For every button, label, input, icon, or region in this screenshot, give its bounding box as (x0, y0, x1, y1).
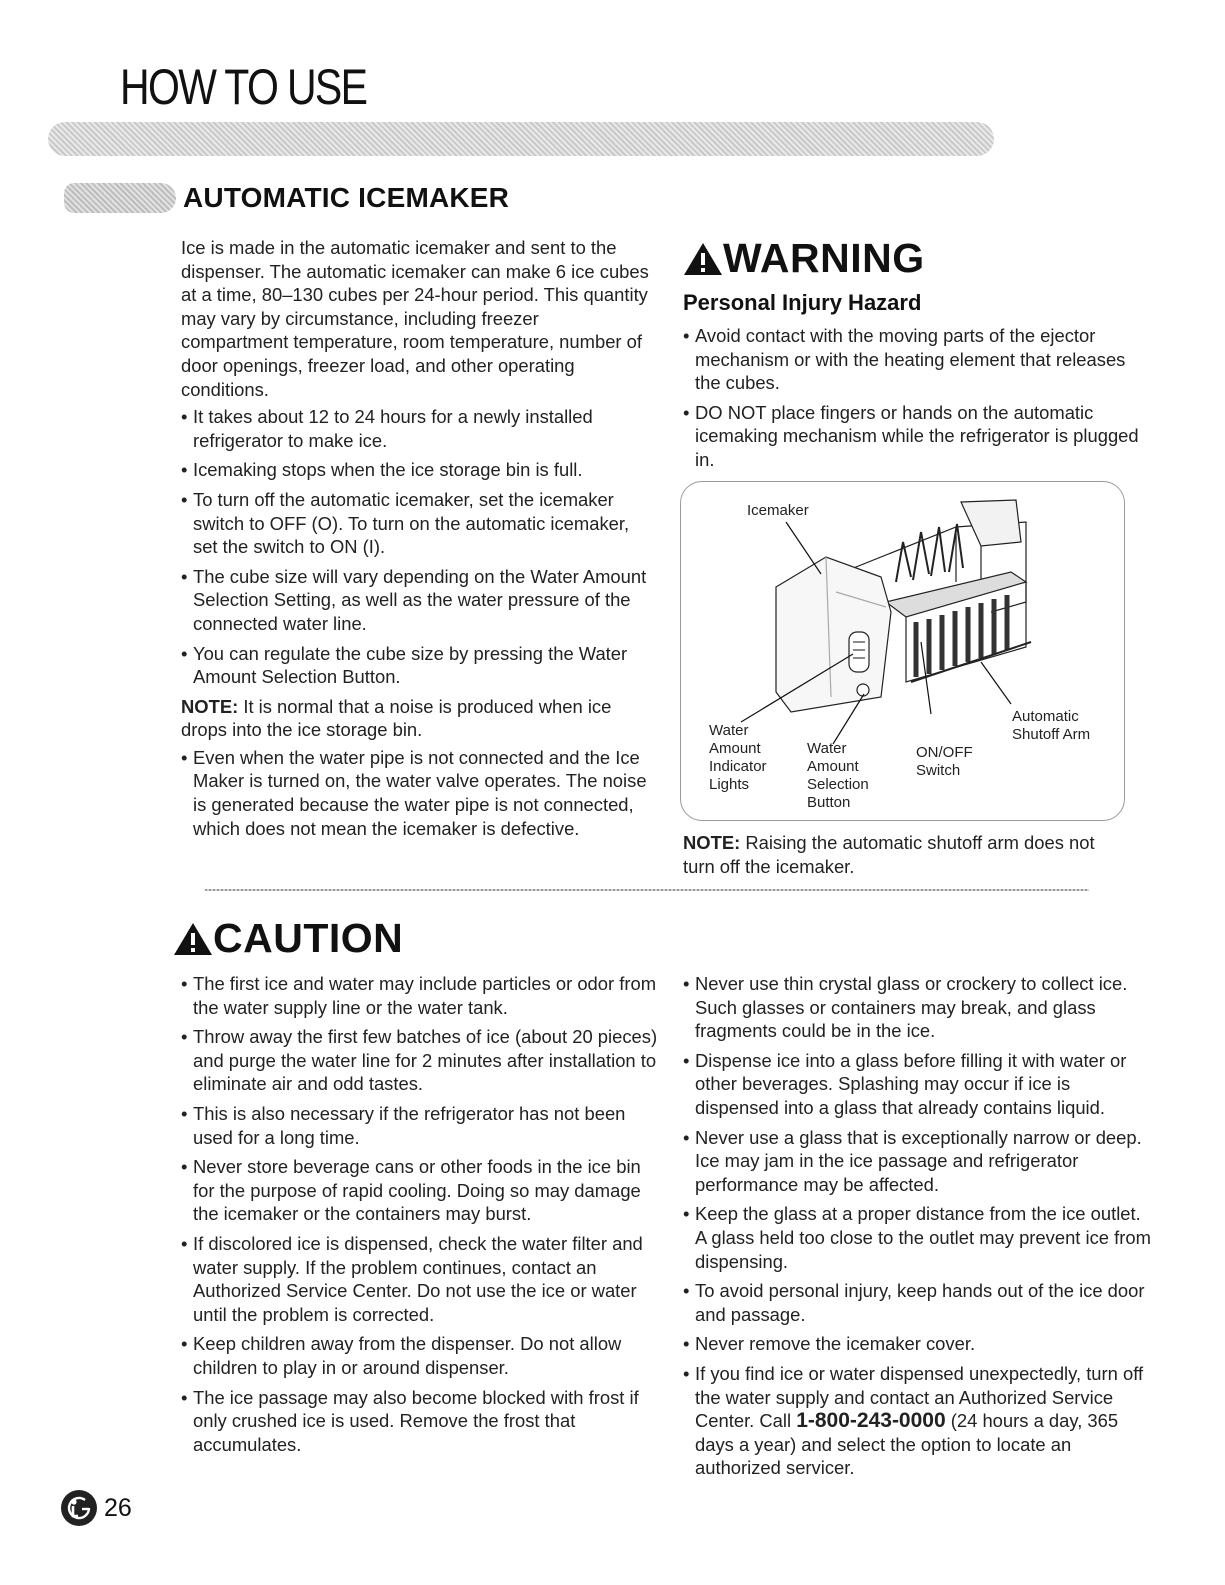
note-label: NOTE: (181, 695, 239, 717)
intro-paragraph: Ice is made in the automatic icemaker and sent to the dispenser. The automatic icemaker can make 6 ice cubes at a time, 80–130 cubes per 24-hour period. This quantity may vary by circumstance, including freezer compartment temperature, room temperature, number of door openings, freezer load, and other operating conditions. (181, 237, 649, 400)
caution-left-column (181, 972, 661, 1462)
caution-bullet: • Dispense ice into a glass before filling it with water or other beverages. Splashing may occur if ice is dispensed into a glass that already contains liquid. (683, 1049, 1153, 1120)
caution-bullet: • Never store beverage cans or other foods in the ice bin for the purpose of rapid cooling. Doing so may damage the icemaker or the containers may burst. (181, 1155, 661, 1226)
service-phone-number: 1-800-243-0000 (796, 1409, 946, 1433)
caution-bullet: • Throw away the first few batches of ice (about 20 pieces) and purge the water line for 2 minutes after installation to eliminate air and odd tastes. (181, 1025, 661, 1096)
caution-bullet: • Never use a glass that is exceptionally narrow or deep. Ice may jam in the ice passage and refrigerator performance may be affected. (683, 1126, 1153, 1197)
page-footer (60, 1489, 132, 1527)
intro-bullet: • The cube size will vary depending on the Water Amount Selection Setting, as well as the water pressure of the connected water line. (181, 565, 651, 636)
intro-column (181, 236, 651, 846)
lg-logo-icon (60, 1489, 98, 1527)
caution-bullet: • To avoid personal injury, keep hands out of the ice door and passage. (683, 1279, 1153, 1326)
warning-triangle-icon (683, 242, 723, 276)
intro-bullet: • To turn off the automatic icemaker, set the icemaker switch to OFF (O). To turn on the automatic icemaker, set the switch to ON (I). (181, 488, 651, 559)
page-title: HOW TO USE (120, 59, 367, 115)
intro-bullet: • Even when the water pipe is not connected and the Ice Maker is turned on, the water valve operates. The noise is generated because the water pipe is not connected, which does not mean the icemaker is defective. (181, 746, 651, 840)
intro-bullet: • Icemaking stops when the ice storage bin is full. (181, 458, 651, 482)
icemaker-diagram (680, 481, 1125, 821)
section-title: AUTOMATIC ICEMAKER (183, 182, 510, 213)
warning-bullet: • DO NOT place fingers or hands on the automatic icemaking mechanism while the refrigerator is plugged in. (683, 401, 1143, 472)
caution-bullet: • This is also necessary if the refrigerator has not been used for a long time. (181, 1102, 661, 1149)
caution-bullet-contact (683, 1362, 1153, 1480)
diagram-note (683, 831, 1123, 882)
label-water-amount-indicator: Water Amount Indicator Lights (709, 722, 767, 793)
page-number: 26 (104, 1493, 132, 1522)
contact-text-before: If you find ice or water dispensed unexpectedly, turn off the water supply and contact an Authorized Service Center. Call (695, 1362, 1144, 1432)
caution-right-column (683, 972, 1153, 1486)
label-shutoff-arm: Automatic Shutoff Arm (1012, 708, 1091, 743)
label-on-off-switch: ON/OFF Switch (916, 744, 973, 779)
intro-note (181, 695, 651, 742)
section-marker (64, 183, 176, 213)
label-water-amount-selection: Water Amount Selection Button (807, 740, 869, 811)
note-label: NOTE: (683, 832, 741, 853)
label-icemaker: Icemaker (747, 502, 809, 519)
caution-bullet: • The first ice and water may include particles or odor from the water supply line or the water tank. (181, 972, 661, 1019)
header-bar (48, 122, 994, 156)
warning-heading (683, 235, 925, 282)
caution-bullet: • Never use thin crystal glass or crockery to collect ice. Such glasses or containers may break, and glass fragments could be in the ice. (683, 972, 1153, 1043)
note-text: It is normal that a noise is produced when ice drops into the ice storage bin. (181, 695, 612, 741)
intro-bullet: • You can regulate the cube size by pressing the Water Amount Selection Button. (181, 642, 651, 689)
caution-bullet: • If discolored ice is dispensed, check the water filter and water supply. If the problem continues, contact an Authorized Service Center. Do not use the ice or water until the problem is corrected. (181, 1232, 661, 1326)
caution-bullet: • The ice passage may also become blocked with frost if only crushed ice is used. Remove the frost that accumulates. (181, 1386, 661, 1457)
caution-heading-text: CAUTION (213, 915, 404, 961)
contact-text-after: (24 hours a day, 365 days a year) and select the option to locate an authorized servicer. (695, 1410, 1119, 1479)
caution-bullet: • Keep children away from the dispenser. Do not allow children to play in or around dispenser. (181, 1332, 661, 1379)
warning-bullets (683, 324, 1143, 478)
warning-subheading: Personal Injury Hazard (683, 290, 922, 315)
section-divider (205, 889, 1089, 891)
diagram-note-text-wrap (683, 831, 1123, 878)
caution-bullet: • Never remove the icemaker cover. (683, 1332, 1153, 1356)
warning-bullet: • Avoid contact with the moving parts of the ejector mechanism or with the heating element that releases the cubes. (683, 324, 1143, 395)
caution-heading (173, 915, 403, 962)
warning-heading-text: WARNING (723, 235, 925, 281)
warning-triangle-icon (173, 922, 213, 956)
caution-bullet: • Keep the glass at a proper distance from the ice outlet. A glass held too close to the outlet may prevent ice from dispensing. (683, 1202, 1153, 1273)
intro-bullet: • It takes about 12 to 24 hours for a newly installed refrigerator to make ice. (181, 405, 651, 452)
note-text: Raising the automatic shutoff arm does not turn off the icemaker. (683, 832, 1095, 877)
